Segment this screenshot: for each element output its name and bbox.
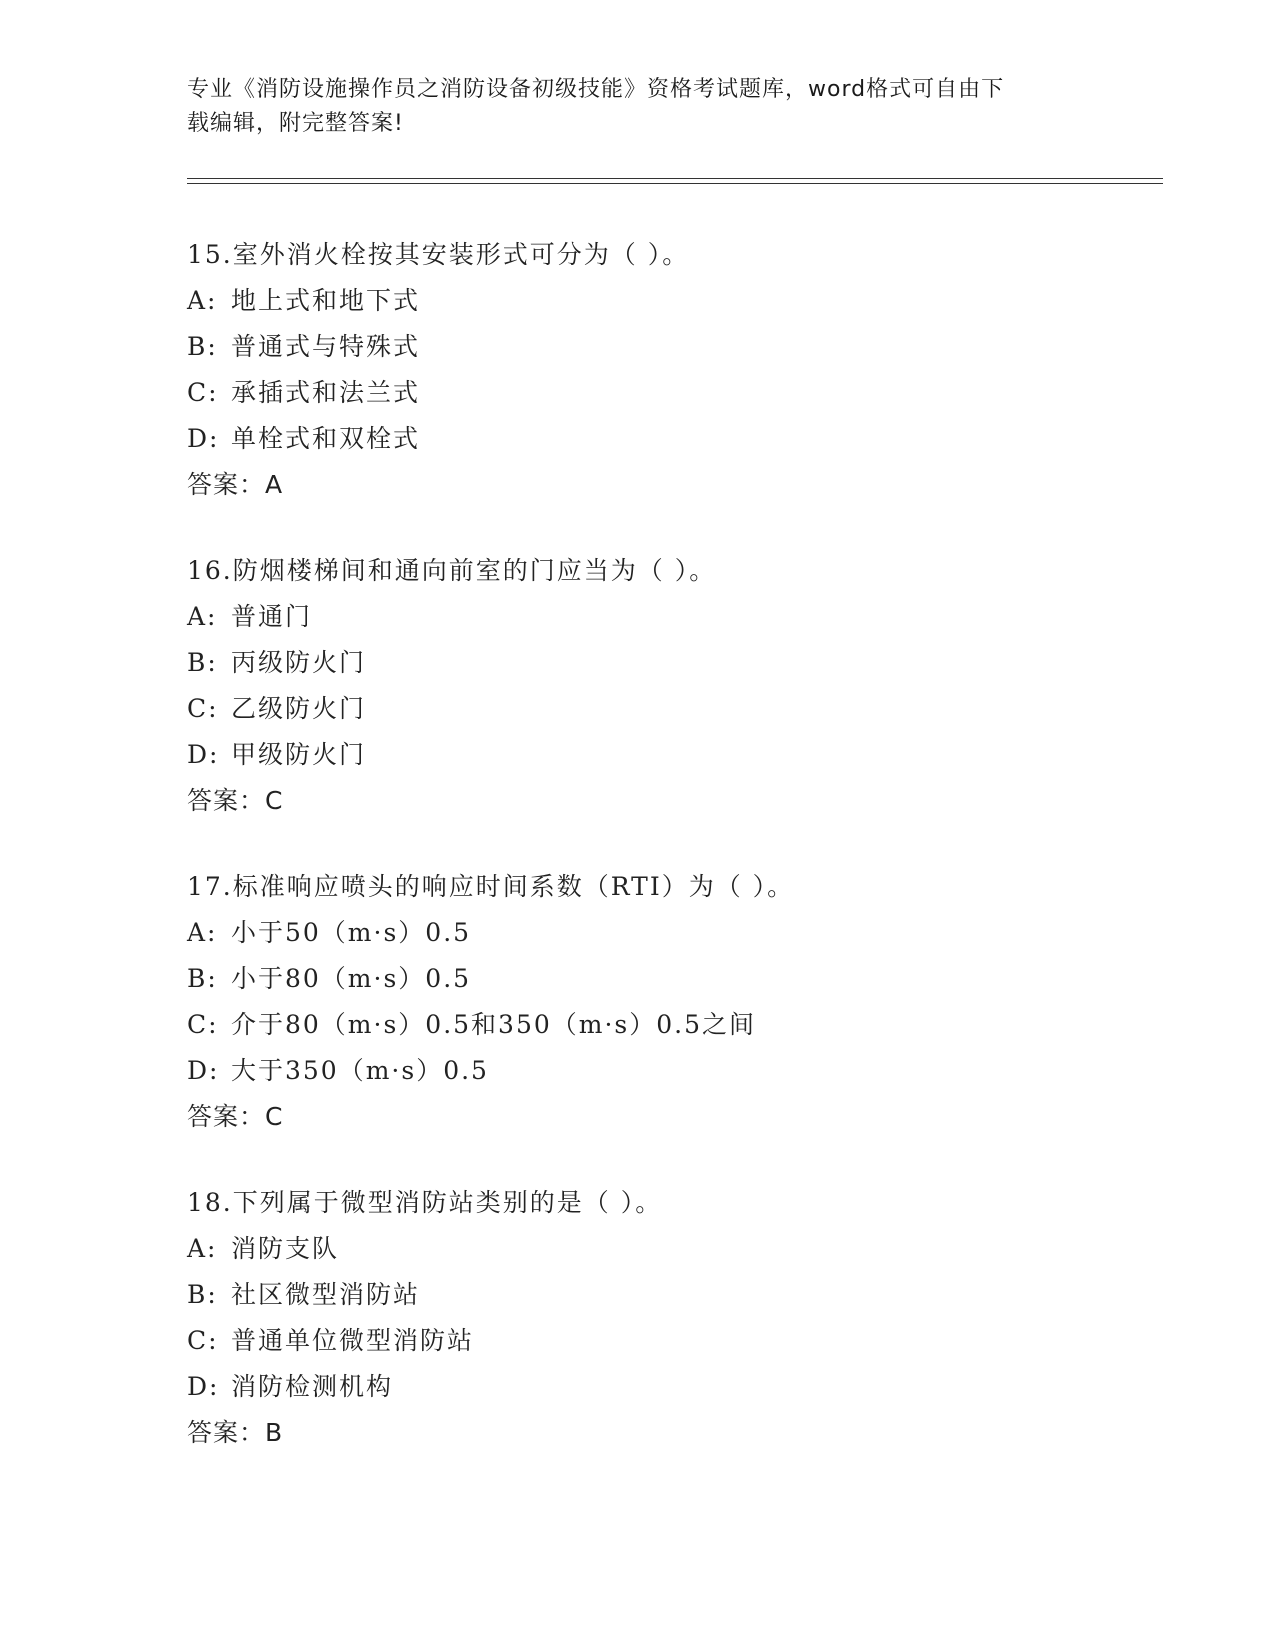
question-block (187, 232, 1087, 508)
option-text: 介于80（m·s）0.5和350（m·s）0.5之间 (231, 1010, 757, 1039)
option-d (187, 416, 1087, 462)
option-label: A: (187, 918, 218, 947)
option-text: 甲级防火门 (231, 740, 367, 769)
option-text: 社区微型消防站 (231, 1280, 421, 1309)
option-d (187, 1364, 1087, 1410)
option-text: 普通式与特殊式 (231, 332, 421, 361)
option-b (187, 956, 1087, 1002)
header-divider (187, 178, 1163, 184)
option-text: 普通门 (231, 602, 313, 631)
answer-line: 答案：C (187, 1102, 284, 1131)
question-block (187, 1180, 1087, 1456)
option-text: 丙级防火门 (231, 648, 367, 677)
document-header (187, 73, 1087, 141)
option-text: 普通单位微型消防站 (231, 1326, 475, 1355)
option-text: 大于350（m·s）0.5 (231, 1056, 489, 1085)
answer-line: 答案：C (187, 786, 284, 815)
option-c (187, 1318, 1087, 1364)
option-label: D: (187, 1372, 220, 1401)
option-d (187, 1048, 1087, 1094)
option-label: D: (187, 1056, 220, 1085)
question-block (187, 548, 1087, 824)
option-a (187, 910, 1087, 956)
option-c (187, 370, 1087, 416)
option-text: 消防检测机构 (231, 1372, 394, 1401)
question-stem: 18.下列属于微型消防站类别的是（ ）。 (187, 1188, 663, 1217)
option-a (187, 594, 1087, 640)
option-label: B: (187, 964, 218, 993)
header-intro-line-1: 专业《消防设施操作员之消防设备初级技能》资格考试题库，word格式可自由下 (187, 77, 1005, 102)
question-stem: 15.室外消火栓按其安装形式可分为（ ）。 (187, 240, 690, 269)
answer-line: 答案：B (187, 1418, 284, 1447)
option-text: 地上式和地下式 (231, 286, 421, 315)
option-label: B: (187, 332, 218, 361)
option-label: D: (187, 424, 220, 453)
option-b (187, 640, 1087, 686)
option-text: 乙级防火门 (231, 694, 367, 723)
option-b (187, 1272, 1087, 1318)
option-text: 单栓式和双栓式 (231, 424, 421, 453)
option-label: C: (187, 378, 219, 407)
option-text: 承插式和法兰式 (231, 378, 421, 407)
option-text: 小于80（m·s）0.5 (231, 964, 472, 993)
option-c (187, 686, 1087, 732)
option-label: A: (187, 602, 218, 631)
header-intro-line-2: 载编辑，附完整答案! (187, 111, 404, 136)
option-label: C: (187, 694, 219, 723)
option-b (187, 324, 1087, 370)
option-text: 消防支队 (231, 1234, 340, 1263)
option-c (187, 1002, 1087, 1048)
option-text: 小于50（m·s）0.5 (231, 918, 472, 947)
option-label: B: (187, 1280, 218, 1309)
answer-line: 答案：A (187, 470, 284, 499)
option-label: C: (187, 1010, 219, 1039)
question-block (187, 864, 1087, 1140)
option-label: A: (187, 1234, 218, 1263)
option-label: D: (187, 740, 220, 769)
option-label: B: (187, 648, 218, 677)
question-stem: 17.标准响应喷头的响应时间系数（RTI）为（ ）。 (187, 872, 795, 901)
option-label: C: (187, 1326, 219, 1355)
question-stem: 16.防烟楼梯间和通向前室的门应当为（ ）。 (187, 556, 717, 585)
option-a (187, 278, 1087, 324)
option-label: A: (187, 286, 218, 315)
option-d (187, 732, 1087, 778)
option-a (187, 1226, 1087, 1272)
